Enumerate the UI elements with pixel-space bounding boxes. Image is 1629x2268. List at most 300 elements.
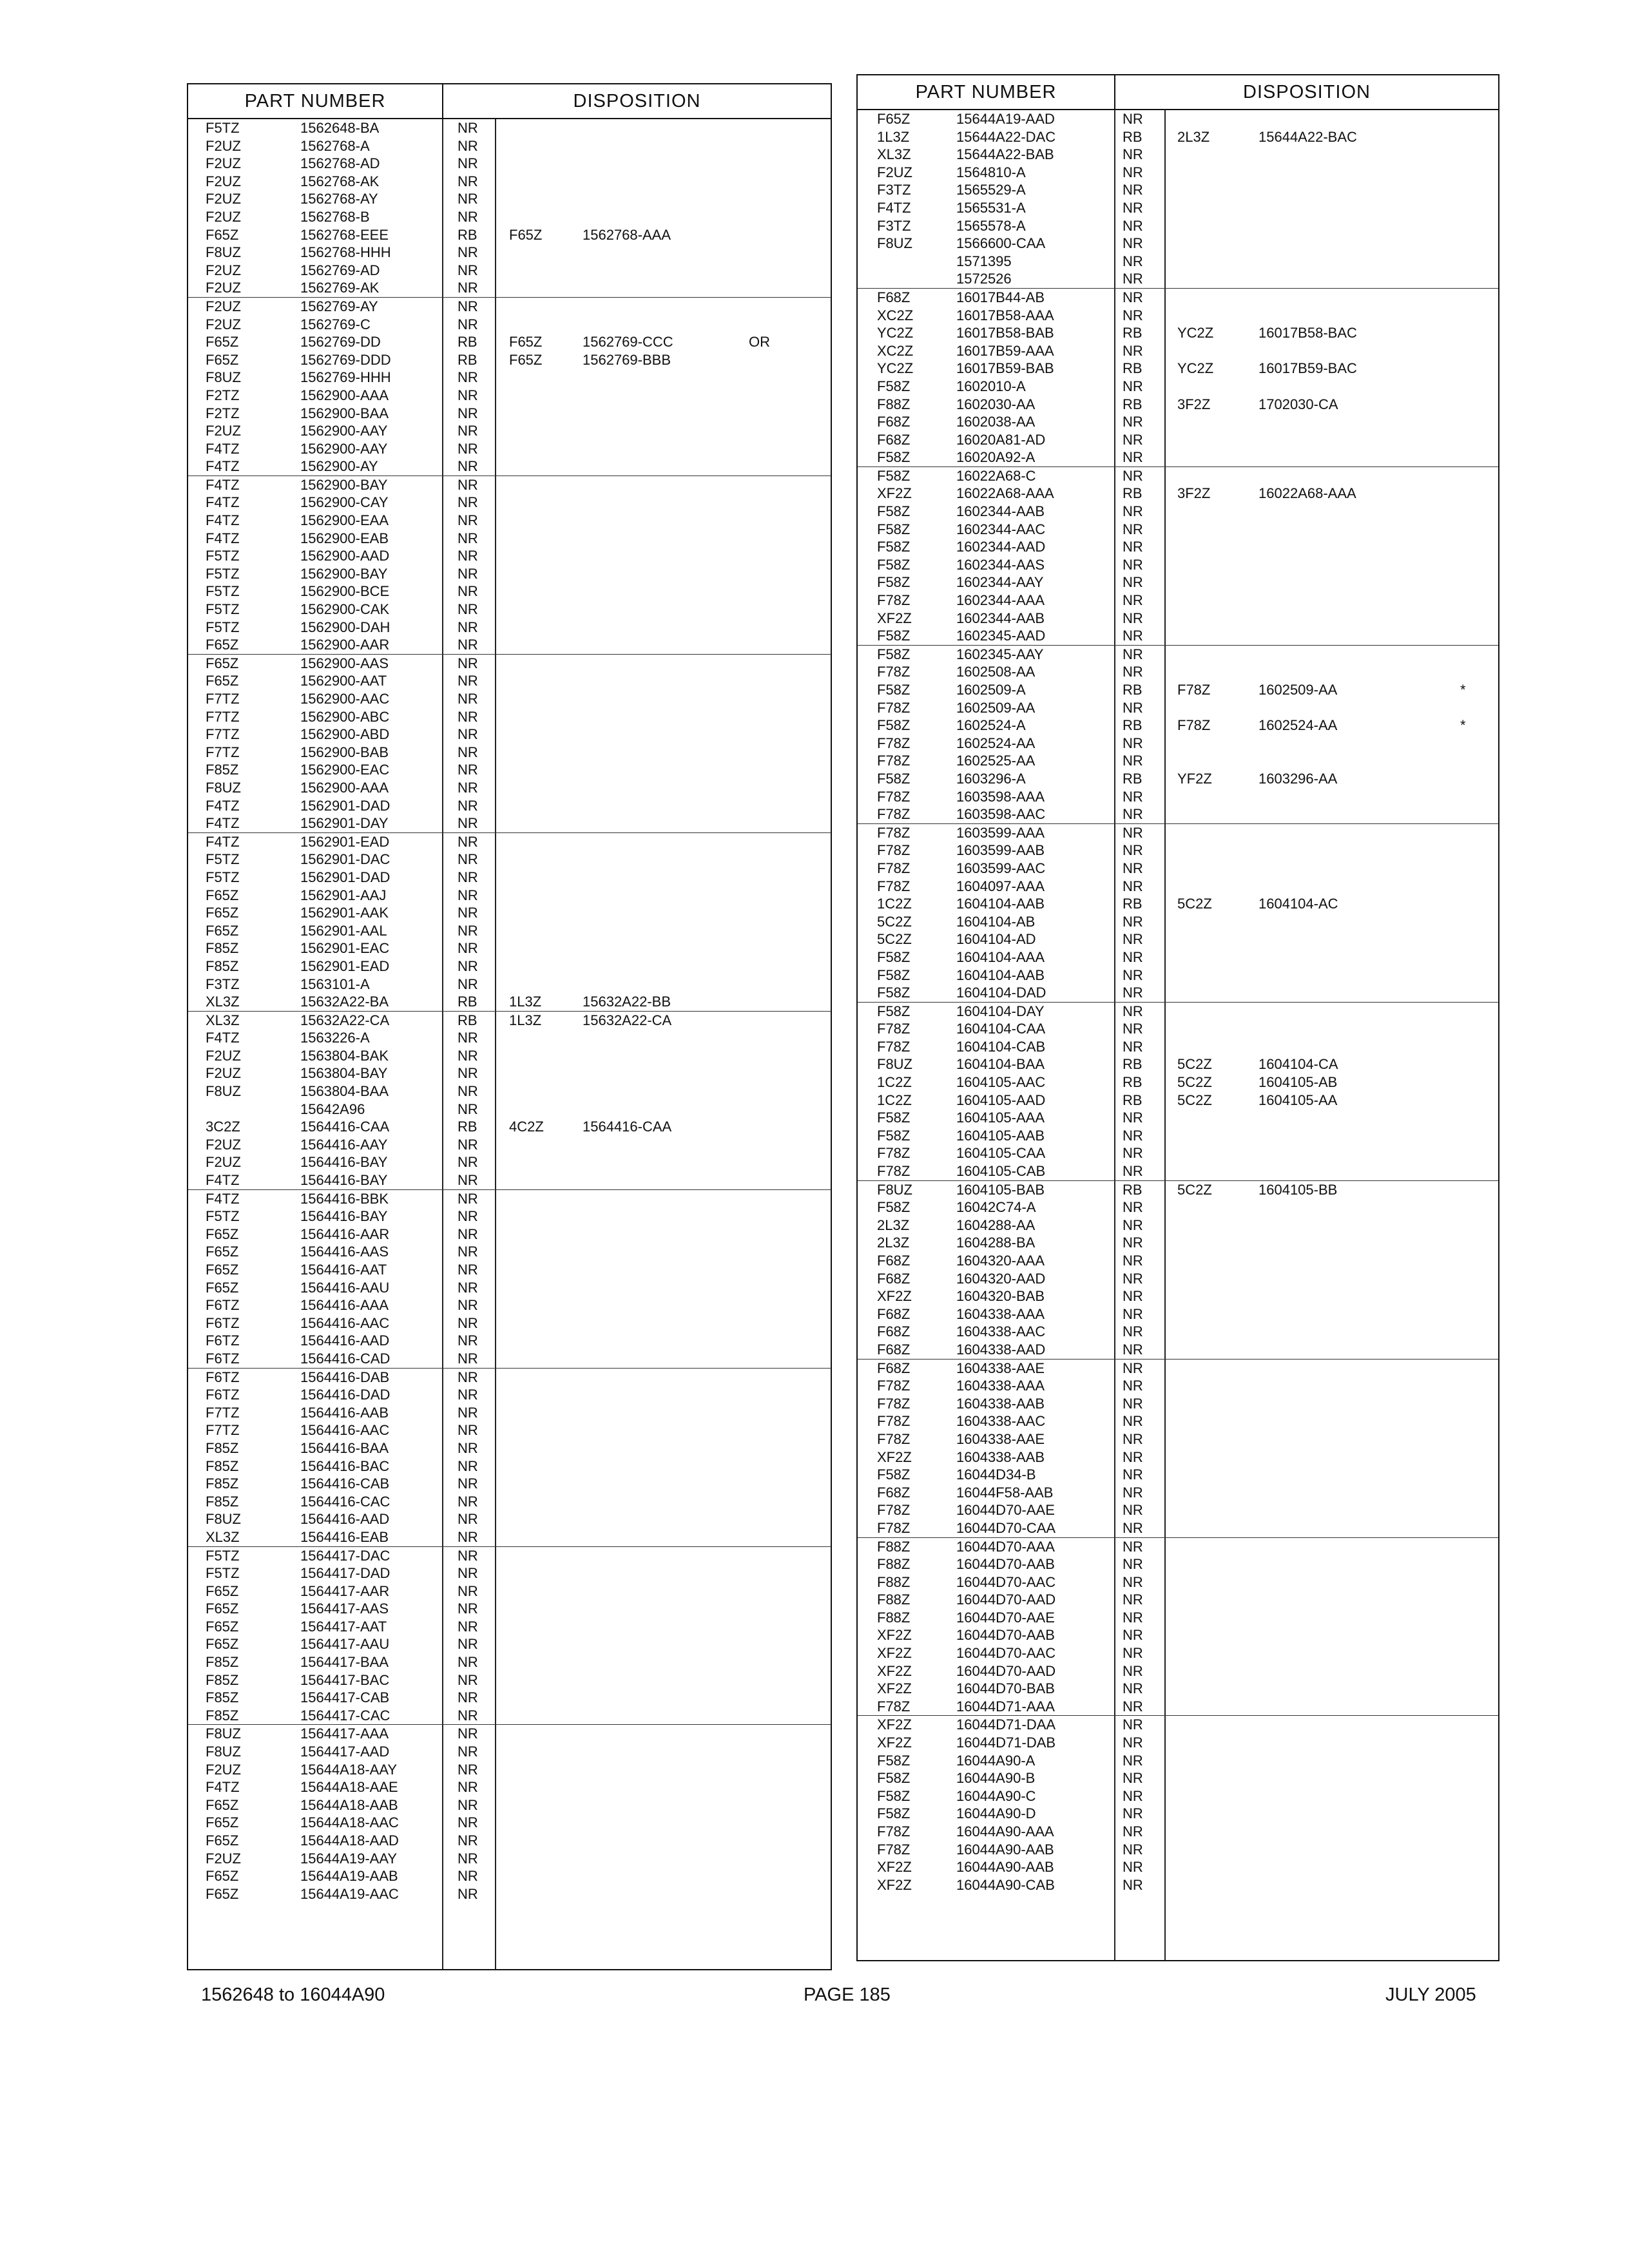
- note: *: [1460, 682, 1466, 698]
- disposition-code: NR: [458, 1369, 478, 1385]
- row-group: [858, 289, 1498, 467]
- base-number: 1562900-AAY: [300, 423, 388, 439]
- disposition-code: NR: [458, 1671, 478, 1688]
- table-row: [858, 396, 1498, 414]
- disposition-code: NR: [1123, 753, 1143, 769]
- model-prefix: F4TZ: [206, 512, 240, 529]
- disposition-code: NR: [458, 1083, 478, 1100]
- table-row: [188, 1582, 831, 1600]
- model-prefix: F78Z: [877, 878, 911, 894]
- table-row: [858, 1609, 1498, 1627]
- disposition-code: NR: [1123, 735, 1143, 751]
- disposition-code: NR: [458, 440, 478, 457]
- table-row: [188, 1261, 831, 1279]
- model-prefix: F5TZ: [206, 583, 240, 600]
- disposition-code: NR: [458, 137, 478, 154]
- disposition-code: NR: [458, 298, 478, 314]
- model-prefix: 1C2Z: [877, 1091, 912, 1108]
- disposition-code: NR: [458, 1814, 478, 1831]
- table-row: [858, 378, 1498, 396]
- base-number: 1562900-AAS: [300, 655, 389, 671]
- base-number: 1564416-BAY: [300, 1154, 388, 1171]
- model-prefix: F7TZ: [206, 1422, 240, 1439]
- disposition-code: NR: [458, 583, 478, 600]
- base-number: 16022A68-AAA: [956, 485, 1054, 502]
- disposition-code: NR: [1123, 1662, 1143, 1679]
- table-row: [858, 253, 1498, 271]
- table-row: [858, 1341, 1498, 1359]
- model-prefix: F2UZ: [206, 155, 241, 172]
- model-prefix: F65Z: [206, 1582, 239, 1599]
- model-prefix: F65Z: [206, 922, 239, 939]
- disposition-code: NR: [458, 1565, 478, 1582]
- model-prefix: XF2Z: [877, 1627, 912, 1644]
- disposition-code: NR: [1123, 1823, 1143, 1840]
- disposition-code: NR: [1123, 1323, 1143, 1340]
- new-base-number: 1604104-CA: [1258, 1056, 1338, 1073]
- table-row: [858, 895, 1498, 913]
- disposition-code: NR: [1123, 1805, 1143, 1822]
- base-number: 1562900-AAD: [300, 548, 390, 564]
- model-prefix: F4TZ: [206, 815, 240, 832]
- base-number: 1604338-AAA: [956, 1378, 1045, 1394]
- table-row: [858, 663, 1498, 681]
- table-row: [188, 1510, 831, 1528]
- disposition-code: NR: [1123, 1341, 1143, 1358]
- table-row: [188, 975, 831, 994]
- base-number: 1604320-AAA: [956, 1253, 1045, 1269]
- model-prefix: F65Z: [206, 655, 239, 671]
- table-row: [188, 814, 831, 832]
- table-row: [188, 1689, 831, 1707]
- disposition-code: NR: [1123, 1573, 1143, 1590]
- base-number: 1562900-AAA: [300, 779, 389, 796]
- disposition-code: NR: [1123, 1519, 1143, 1536]
- table-row: [188, 1707, 831, 1725]
- base-number: 16044A90-D: [956, 1805, 1036, 1822]
- table-row: [188, 726, 831, 744]
- row-group: [188, 476, 831, 655]
- model-prefix: F4TZ: [206, 458, 240, 475]
- base-number: 1602038-AA: [956, 414, 1036, 430]
- base-number: 1564416-AAB: [300, 1404, 389, 1421]
- base-number: 1564417-BAC: [300, 1671, 390, 1688]
- base-number: 1604320-AAD: [956, 1270, 1046, 1287]
- table-row: [188, 1350, 831, 1368]
- model-prefix: F58Z: [877, 1752, 911, 1769]
- table-row: [858, 431, 1498, 449]
- model-prefix: F78Z: [877, 735, 911, 751]
- new-prefix: 3F2Z: [1177, 485, 1211, 502]
- model-prefix: F58Z: [877, 646, 911, 662]
- base-number: 1562768-HHH: [300, 244, 391, 261]
- base-number: 1602344-AAY: [956, 574, 1044, 591]
- base-number: 1562648-BA: [300, 120, 380, 136]
- table-row: [858, 824, 1498, 842]
- row-group: [188, 833, 831, 1012]
- note: *: [1460, 717, 1466, 734]
- disposition-code: NR: [458, 869, 478, 885]
- model-prefix: XF2Z: [877, 1662, 912, 1679]
- table-row: [858, 1626, 1498, 1644]
- base-number: 1564417-DAC: [300, 1547, 390, 1564]
- base-number: 1602509-A: [956, 682, 1026, 698]
- model-prefix: F65Z: [206, 887, 239, 903]
- table-row: [188, 1475, 831, 1493]
- disposition-code: NR: [1123, 628, 1143, 644]
- table-row: [188, 582, 831, 601]
- model-prefix: 5C2Z: [877, 913, 912, 930]
- model-prefix: F78Z: [877, 842, 911, 859]
- new-prefix: F65Z: [509, 226, 543, 243]
- table-row: [858, 1395, 1498, 1413]
- model-prefix: 3C2Z: [206, 1119, 240, 1135]
- disposition-code: NR: [1123, 1360, 1143, 1376]
- table-row: [188, 208, 831, 226]
- model-prefix: 1C2Z: [877, 896, 912, 912]
- model-prefix: F5TZ: [206, 548, 240, 564]
- base-number: 15644A22-DAC: [956, 128, 1056, 145]
- base-number: 16044A90-CAB: [956, 1876, 1055, 1893]
- model-prefix: F68Z: [877, 414, 911, 430]
- model-prefix: F78Z: [877, 1698, 911, 1715]
- base-number: 1564417-CAC: [300, 1707, 390, 1724]
- table-row: [188, 1725, 831, 1743]
- table-row: [188, 190, 831, 208]
- base-number: 1562769-HHH: [300, 369, 391, 386]
- base-number: 1604338-AAC: [956, 1323, 1046, 1340]
- base-number: 1565529-A: [956, 182, 1026, 198]
- table-row: [858, 770, 1498, 788]
- disposition-code: NR: [458, 1332, 478, 1349]
- model-prefix: F58Z: [877, 1805, 911, 1822]
- model-prefix: F8UZ: [206, 1744, 241, 1760]
- base-number: 1603598-AAC: [956, 806, 1046, 823]
- table-row: [858, 1573, 1498, 1591]
- disposition-code: NR: [1123, 1466, 1143, 1483]
- table-row: [188, 957, 831, 975]
- base-number: 1604288-AA: [956, 1216, 1036, 1233]
- row-group: [188, 655, 831, 833]
- disposition-code: NR: [1123, 199, 1143, 216]
- new-base-number: 1562769-BBB: [583, 351, 671, 368]
- table-row: [858, 360, 1498, 378]
- model-prefix: F58Z: [877, 378, 911, 394]
- model-prefix: F4TZ: [206, 1779, 240, 1796]
- model-prefix: F6TZ: [206, 1314, 240, 1331]
- table-row: [188, 1528, 831, 1546]
- table-row: [858, 1252, 1498, 1270]
- model-prefix: F65Z: [206, 351, 239, 368]
- table-row: [858, 199, 1498, 217]
- model-prefix: F65Z: [206, 1868, 239, 1885]
- model-prefix: F65Z: [206, 1618, 239, 1635]
- model-prefix: F3TZ: [206, 975, 240, 992]
- table-row: [188, 1296, 831, 1314]
- footer-date: JULY 2005: [1385, 1984, 1476, 2005]
- disposition-code: NR: [1123, 235, 1143, 252]
- model-prefix: F3TZ: [877, 217, 911, 234]
- table-row: [188, 690, 831, 708]
- table-row: [858, 930, 1498, 948]
- table-row: [858, 752, 1498, 770]
- model-prefix: F2TZ: [206, 387, 240, 403]
- model-prefix: F68Z: [877, 289, 911, 305]
- base-number: 1604104-DAD: [956, 985, 1046, 1001]
- table-row: [858, 1769, 1498, 1787]
- base-number: 1564417-BAA: [300, 1654, 389, 1671]
- table-row: [858, 1073, 1498, 1091]
- model-prefix: F2UZ: [206, 280, 241, 296]
- model-prefix: F58Z: [877, 1770, 911, 1787]
- disposition-code: RB: [1123, 128, 1142, 145]
- table-row: [858, 1805, 1498, 1823]
- disposition-code: NR: [1123, 1787, 1143, 1804]
- table-row: [188, 1082, 831, 1100]
- model-prefix: F58Z: [877, 1110, 911, 1126]
- disposition-code: NR: [458, 1707, 478, 1724]
- base-number: 16044A90-C: [956, 1787, 1036, 1804]
- table-row: [858, 1448, 1498, 1466]
- base-number: 1604338-AAA: [956, 1305, 1045, 1322]
- base-number: 1604097-AAA: [956, 878, 1045, 894]
- disposition-code: NR: [458, 1047, 478, 1064]
- table-row: [858, 984, 1498, 1002]
- base-number: 15642A96: [300, 1100, 365, 1117]
- new-base-number: 15644A22-BAC: [1258, 128, 1357, 145]
- table-row: [858, 1216, 1498, 1235]
- model-prefix: F88Z: [877, 1556, 911, 1573]
- model-prefix: F78Z: [877, 1841, 911, 1858]
- model-prefix: F4TZ: [206, 440, 240, 457]
- base-number: 1572526: [956, 271, 1012, 287]
- disposition-code: NR: [458, 405, 478, 421]
- disposition-code: NR: [1123, 1627, 1143, 1644]
- table-row: [188, 672, 831, 690]
- table-row: [858, 1734, 1498, 1752]
- base-number: 1564416-AAA: [300, 1297, 389, 1314]
- disposition-code: NR: [458, 905, 478, 921]
- base-number: 15644A18-AAY: [300, 1761, 398, 1778]
- table-row: [188, 761, 831, 779]
- new-base-number: 1604105-BB: [1258, 1181, 1338, 1198]
- disposition-code: NR: [458, 1387, 478, 1403]
- base-number: 1604105-AAD: [956, 1091, 1046, 1108]
- base-number: 15632A22-BA: [300, 994, 389, 1010]
- disposition-code: NR: [1123, 842, 1143, 859]
- table-row: [858, 164, 1498, 182]
- disposition-code: NR: [1123, 966, 1143, 983]
- base-number: 1564417-CAB: [300, 1689, 390, 1706]
- table-row: [858, 503, 1498, 521]
- model-prefix: YC2Z: [877, 360, 914, 377]
- model-prefix: F78Z: [877, 788, 911, 805]
- base-number: 1604104-BAA: [956, 1056, 1045, 1073]
- model-prefix: F2UZ: [206, 1136, 241, 1153]
- disposition-code: NR: [458, 458, 478, 475]
- table-row: [188, 173, 831, 191]
- table-row: [858, 1144, 1498, 1162]
- table-row: [858, 735, 1498, 753]
- new-base-number: 15632A22-CA: [583, 1012, 672, 1028]
- table-row: [858, 1823, 1498, 1841]
- model-prefix: F3TZ: [877, 182, 911, 198]
- disposition-code: RB: [1123, 682, 1142, 698]
- disposition-header: DISPOSITION: [1243, 81, 1371, 102]
- table-row: [858, 485, 1498, 503]
- disposition-code: RB: [1123, 396, 1142, 412]
- table-row: [858, 1698, 1498, 1716]
- disposition-code: RB: [1123, 717, 1142, 734]
- disposition-code: NR: [458, 280, 478, 296]
- table-row: [858, 1003, 1498, 1021]
- disposition-code: NR: [1123, 1556, 1143, 1573]
- disposition-code: NR: [458, 476, 478, 493]
- table-row: [188, 1243, 831, 1261]
- new-prefix: 5C2Z: [1177, 1056, 1212, 1073]
- base-number: 1602344-AAC: [956, 521, 1046, 537]
- table-row: [858, 860, 1498, 878]
- table-row: [188, 922, 831, 940]
- base-number: 1564416-AAD: [300, 1511, 390, 1528]
- disposition-code: NR: [1123, 806, 1143, 823]
- model-prefix: F88Z: [877, 1573, 911, 1590]
- model-prefix: F78Z: [877, 1823, 911, 1840]
- base-number: 1602524-A: [956, 717, 1026, 734]
- model-prefix: F58Z: [877, 1127, 911, 1144]
- model-prefix: F5TZ: [206, 601, 240, 618]
- disposition-code: NR: [458, 1030, 478, 1046]
- model-prefix: XF2Z: [877, 1288, 912, 1305]
- table-row: [188, 333, 831, 351]
- model-prefix: F2UZ: [206, 262, 241, 278]
- model-prefix: F7TZ: [206, 691, 240, 707]
- table-row: [188, 1653, 831, 1671]
- base-number: 1564416-AAT: [300, 1262, 387, 1278]
- table-row: [858, 1538, 1498, 1556]
- disposition-code: NR: [1123, 1110, 1143, 1126]
- disposition-code: NR: [458, 494, 478, 511]
- model-prefix: F4TZ: [206, 494, 240, 511]
- disposition-code: NR: [458, 369, 478, 386]
- model-prefix: 5C2Z: [877, 931, 912, 948]
- table-row: [188, 137, 831, 155]
- model-prefix: F68Z: [877, 1484, 911, 1501]
- model-prefix: F65Z: [206, 905, 239, 921]
- base-number: 1564416-AAD: [300, 1332, 390, 1349]
- model-prefix: F7TZ: [206, 1404, 240, 1421]
- base-number: 1604288-BA: [956, 1235, 1036, 1251]
- table-row: [858, 1501, 1498, 1519]
- table-row: [188, 405, 831, 423]
- model-prefix: XF2Z: [877, 485, 912, 502]
- disposition-code: NR: [458, 1761, 478, 1778]
- disposition-code: NR: [458, 1225, 478, 1242]
- table-row: [858, 128, 1498, 146]
- model-prefix: F2UZ: [206, 423, 241, 439]
- disposition-code: NR: [1123, 1716, 1143, 1733]
- base-number: 1562900-BCE: [300, 583, 390, 600]
- disposition-code: NR: [1123, 307, 1143, 323]
- disposition-code: NR: [1123, 164, 1143, 180]
- model-prefix: XF2Z: [877, 1716, 912, 1733]
- disposition-code: NR: [1123, 664, 1143, 680]
- new-prefix: 3F2Z: [1177, 396, 1211, 412]
- base-number: 1564417-AAU: [300, 1636, 390, 1653]
- disposition-code: NR: [458, 1654, 478, 1671]
- base-number: 1562900-AAT: [300, 673, 387, 689]
- table-row: [858, 289, 1498, 307]
- base-number: 15644A18-AAB: [300, 1796, 398, 1813]
- table-row: [188, 565, 831, 583]
- row-group: [858, 824, 1498, 1003]
- model-prefix: F68Z: [877, 1323, 911, 1340]
- base-number: 1564416-CAC: [300, 1493, 390, 1510]
- base-number: 1603599-AAB: [956, 842, 1045, 859]
- table-row: [188, 1279, 831, 1297]
- base-number: 16017B59-AAA: [956, 342, 1054, 359]
- model-prefix: F4TZ: [206, 1030, 240, 1046]
- model-prefix: F85Z: [206, 957, 239, 974]
- model-prefix: F65Z: [877, 111, 911, 127]
- base-number: 16044D70-AAE: [956, 1502, 1055, 1519]
- table-row: [188, 119, 831, 137]
- base-number: 1562901-DAY: [300, 815, 389, 832]
- model-prefix: 1C2Z: [877, 1074, 912, 1091]
- base-number: 1564416-AAY: [300, 1136, 388, 1153]
- new-base-number: 16017B59-BAC: [1258, 360, 1357, 377]
- table-row: [188, 619, 831, 637]
- base-number: 1562900-DAH: [300, 619, 390, 635]
- base-number: 1562900-AAR: [300, 637, 390, 653]
- disposition-code: NR: [458, 1850, 478, 1867]
- model-prefix: F2UZ: [206, 298, 241, 314]
- table-row: [188, 1850, 831, 1868]
- base-number: 1564417-AAD: [300, 1744, 390, 1760]
- disposition-code: NR: [1123, 253, 1143, 269]
- disposition-code: NR: [458, 244, 478, 261]
- table-row: [858, 716, 1498, 735]
- base-number: 1602010-A: [956, 378, 1026, 394]
- disposition-code: RB: [1123, 325, 1142, 341]
- table-row: [858, 841, 1498, 860]
- disposition-code: NR: [1123, 1378, 1143, 1394]
- table-row: [858, 521, 1498, 539]
- base-number: 1604105-AAA: [956, 1110, 1045, 1126]
- table-row: [188, 636, 831, 654]
- table-row: [858, 1127, 1498, 1145]
- model-prefix: F65Z: [206, 1885, 239, 1902]
- disposition-code: NR: [1123, 1430, 1143, 1447]
- model-prefix: F5TZ: [206, 120, 240, 136]
- disposition-code: NR: [458, 851, 478, 868]
- new-prefix: 5C2Z: [1177, 1181, 1212, 1198]
- model-prefix: F78Z: [877, 1021, 911, 1037]
- base-number: 1604105-CAA: [956, 1145, 1046, 1162]
- base-number: 1565531-A: [956, 199, 1026, 216]
- table-row: [188, 279, 831, 297]
- model-prefix: F6TZ: [206, 1387, 240, 1403]
- base-number: 1564417-AAS: [300, 1600, 389, 1617]
- table-row: [188, 387, 831, 405]
- table-row: [188, 708, 831, 726]
- table-row: [188, 1832, 831, 1850]
- table-row: [188, 512, 831, 530]
- model-prefix: F5TZ: [206, 851, 240, 868]
- model-prefix: F6TZ: [206, 1369, 240, 1385]
- table-row: [858, 1305, 1498, 1323]
- model-prefix: F65Z: [206, 334, 239, 351]
